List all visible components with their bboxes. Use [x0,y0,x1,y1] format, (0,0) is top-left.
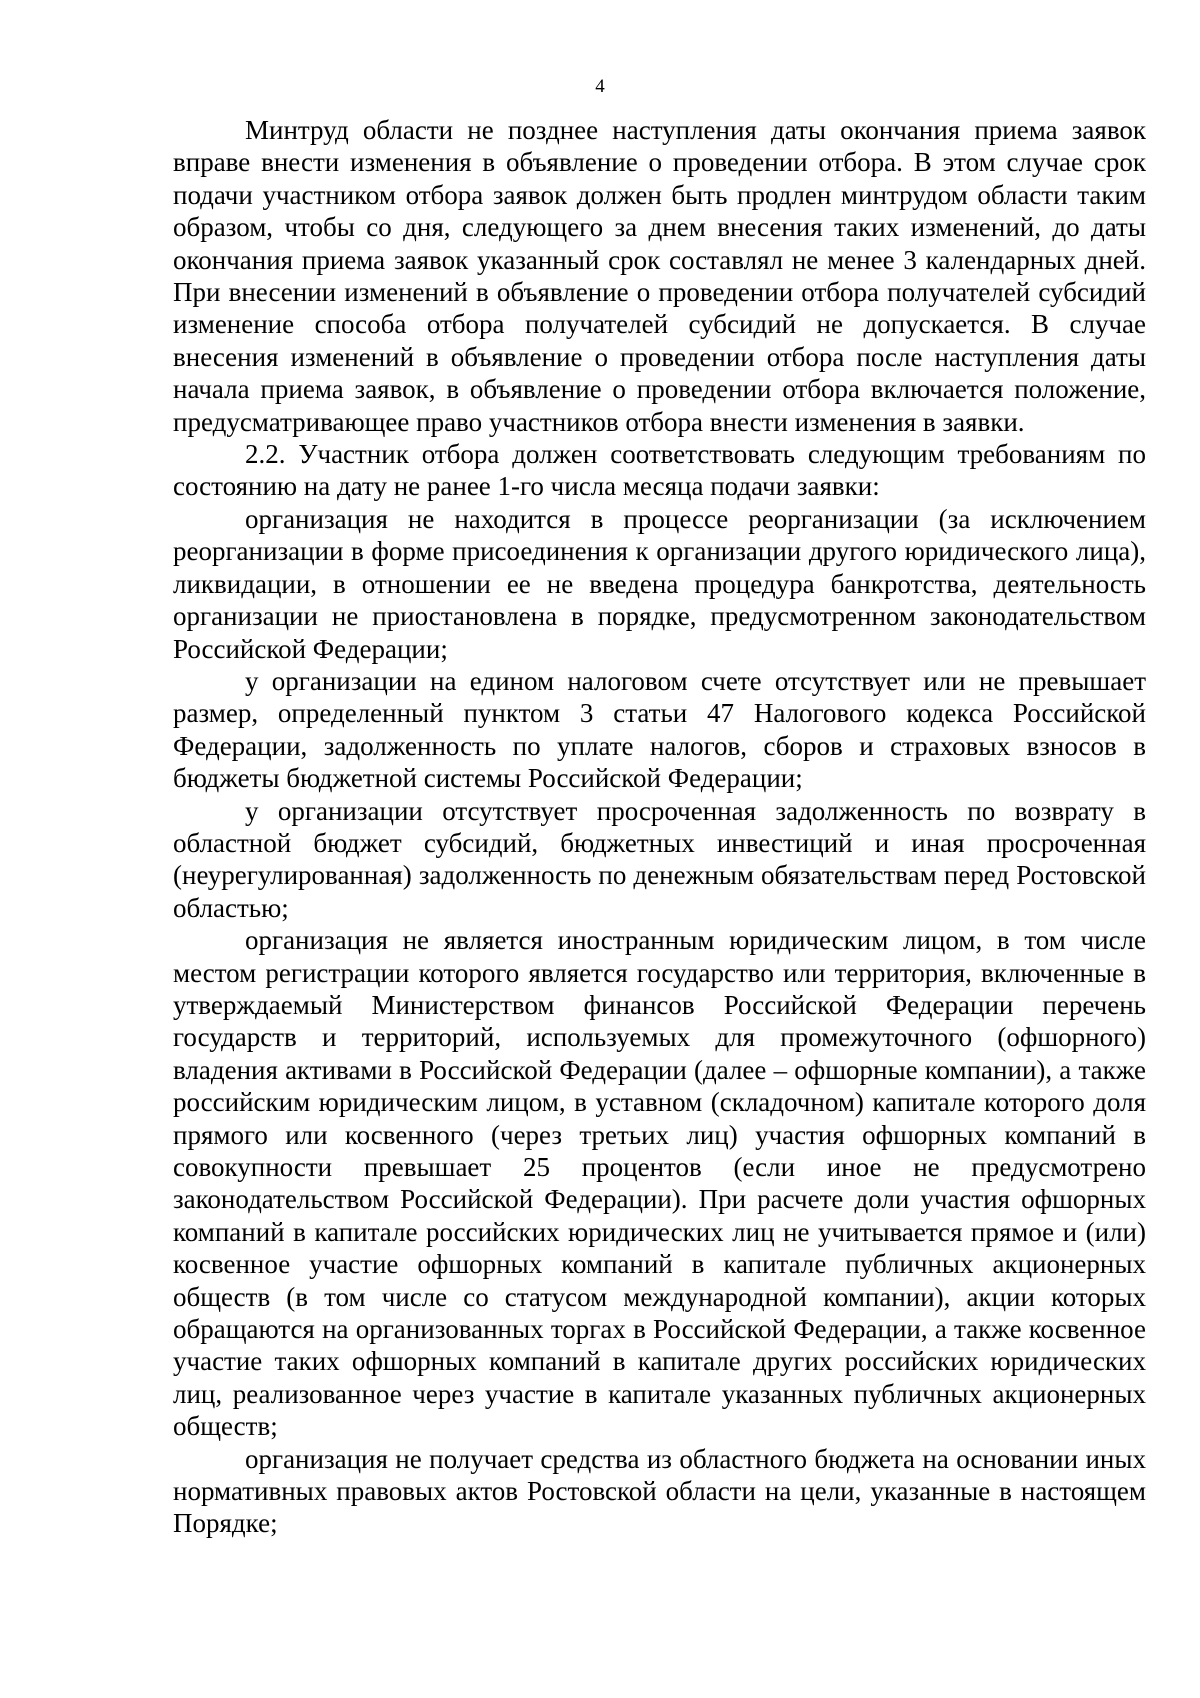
paragraph-no-other-funding: организация не получает средства из областного бюджета на основании иных нормативных правовых актов Ростовской области на цели, указанные в настоящем Порядке; [173,1443,1146,1539]
paragraph-no-reorganization: организация не находится в процессе реорганизации (за исключением реорганизации в форме присоединения к организации другого юридического лица), ликвидации, в отношении ее не введена процедура банкротства, деятельность организации не приостановлена в порядке, предусмотренном законодательством Российской Федерации; [173,503,1146,664]
paragraph-section-2-2: 2.2. Участник отбора должен соответствовать следующим требованиям по состоянию на дату не ранее 1-го числа месяца подачи заявки: [173,439,1146,502]
document-body [173,114,1146,1540]
paragraph-change-announcement: Минтруд области не позднее наступления даты окончания приема заявок вправе внести изменения в объявление о проведении отбора. В этом случае срок подачи участником отбора заявок должен быть продлен минтрудом области таким образом, чтобы со дня, следующего за днем внесения таких изменений, до даты окончания приема заявок указанный срок составлял не менее 3 календарных дней. При внесении изменений в объявление о проведении отбора получателей субсидий изменение способа отбора получателей субсидий не допускается. В случае внесения изменений в объявление о проведении отбора после наступления даты начала приема заявок, в объявление о проведении отбора включается положение, предусматривающее право участников отбора внести изменения в заявки. [173,115,1146,437]
paragraph-offshore: организация не является иностранным юридическим лицом, в том числе местом регистрации которого является государство или территория, включенные в утверждаемый Министерством финансов Российской Федерации перечень государств и территорий, используемых для промежуточного (офшорного) владения активами в Российской Федерации (далее – офшорные компании), а также российским юридическим лицом, в уставном (складочном) капитале которого доля прямого или косвенного (через третьих лиц) участия офшорных компаний в совокупности превышает 25 процентов (если иное не предусмотрено законодательством Российской Федерации). При расчете доли участия офшорных компаний в капитале российских юридических лиц не учитывается прямое и (или) косвенное участие офшорных компаний в капитале публичных акционерных обществ (в том числе со статусом международной компании), акции которых обращаются на организованных торгах в Российской Федерации, а также косвенное участие таких офшорных компаний в капитале других российских юридических лиц, реализованное через участие в капитале указанных публичных акционерных обществ; [173,925,1146,1442]
page-number: 4 [595,76,605,97]
paragraph-overdue-debt: у организации отсутствует просроченная задолженность по возврату в областной бюджет субсидий, бюджетных инвестиций и иная просроченная (неурегулированная) задолженность по денежным обязательствам перед Ростовской областью; [173,795,1146,923]
paragraph-tax-debt: у организации на едином налоговом счете отсутствует или не превышает размер, определенный пунктом 3 статьи 47 Налогового кодекса Российской Федерации, задолженность по уплате налогов, сборов и страховых взносов в бюджеты бюджетной системы Российской Федерации; [173,665,1146,794]
